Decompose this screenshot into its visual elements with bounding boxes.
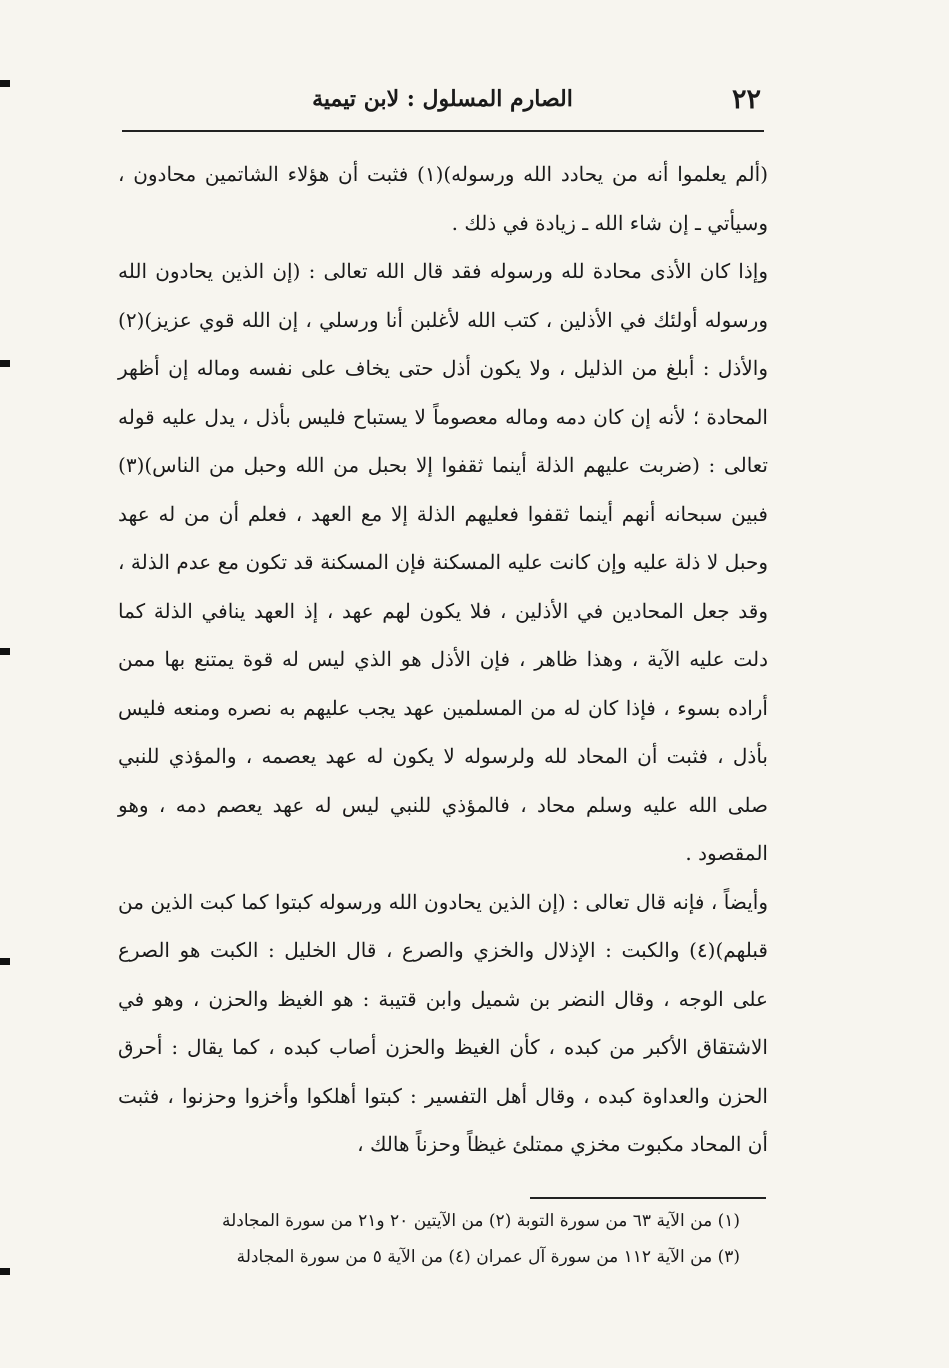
edge-mark — [0, 80, 10, 87]
running-title: الصارم المسلول : لابن تيمية — [312, 86, 573, 112]
paragraph: وإذا كان الأذى محادة لله ورسوله فقد قال الله تعالى : (إن الذين يحادون الله ورسوله أولئك في الأذلين ، كتب الله لأغلبن أنا ورسلي ، إن الله قوي عزيز)(٢) والأذل : أبلغ من الذليل ، ولا يكون أذل حتى يخاف على نفسه وماله إن أظهر المحادة ؛ لأنه إن كان دمه وماله معصوماً لا يستباح فليس بأذل ، يدل عليه قوله تعالى : (ضربت عليهم الذلة أينما ثقفوا إلا بحبل من الله وحبل من الناس)(٣) فبين سبحانه أنهم أينما ثقفوا فعليهم الذلة إلا مع العهد ، فعلم أن من له عهد وحبل لا ذلة عليه وإن كانت عليه المسكنة فإن المسكنة قد تكون مع عدم الذلة ، وقد جعل المحادين في الأذلين ، فلا يكون لهم عهد ، إذ العهد ينافي الذلة كما دلت عليه الآية ، وهذا ظاهر ، فإن الأذل هو الذي ليس له قوة يمتنع بها ممن أراده بسوء ، فإذا كان له من المسلمين عهد يجب عليهم به نصره ومنعه فليس بأذل ، فثبت أن المحاد لله ولرسوله لا يكون له عهد يعصمه ، والمؤذي للنبي صلى الله عليه وسلم محاد ، فالمؤذي للنبي ليس له عهد يعصم دمه ، وهو المقصود . — [118, 259, 768, 865]
edge-mark — [0, 648, 10, 655]
body-text — [118, 150, 768, 1169]
header-rule — [122, 130, 764, 132]
edge-mark — [0, 360, 10, 367]
page-header — [120, 82, 765, 124]
footnotes — [120, 1203, 740, 1275]
footnote-line: (٣) من الآية ١١٢ من سورة آل عمران (٤) من الآية ٥ من سورة المجادلة — [236, 1247, 740, 1267]
paragraph: وأيضاً ، فإنه قال تعالى : (إن الذين يحادون الله ورسوله كبتوا كما كبت الذين من قبلهم)(٤) والكبت : الإذلال والخزي والصرع ، قال الخليل : الكبت هو الصرع على الوجه ، وقال النضر بن شميل وابن قتيبة : هو الغيظ والحزن ، وهو في الاشتقاق الأكبر من كبده ، كأن الغيظ والحزن أصاب كبده ، كما يقال : أحرق الحزن والعداوة كبده ، وقال أهل التفسير : كبتوا أهلكوا وأخزوا وحزنوا ، فثبت أن المحاد مكبوت مخزي ممتلئ غيظاً وحزناً هالك ، — [118, 889, 768, 1156]
paragraph: (ألم يعلموا أنه من يحادد الله ورسوله)(١) فثبت أن هؤلاء الشاتمين محادون ، وسيأتي ـ إن شاء الله ـ زيادة في ذلك . — [118, 162, 768, 235]
footnote-rule — [530, 1197, 766, 1199]
page-number: ٢٢ — [731, 84, 761, 115]
footnote-line: (١) من الآية ٦٣ من سورة التوبة (٢) من الآيتين ٢٠ و٢١ من سورة المجادلة — [221, 1211, 740, 1231]
edge-mark — [0, 1268, 10, 1275]
edge-mark — [0, 958, 10, 965]
